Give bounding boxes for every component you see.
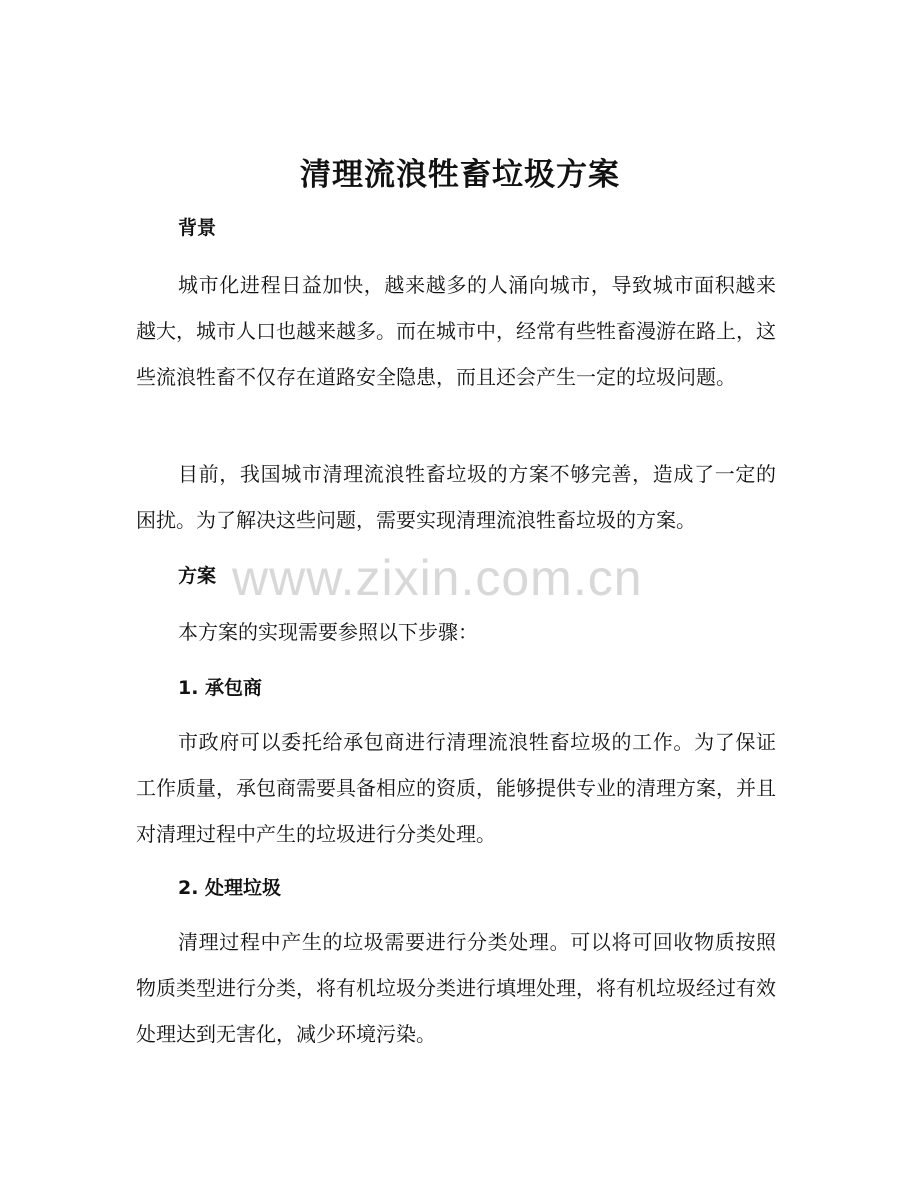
section-heading-plan: 方案 [178,565,217,587]
step-heading-2: 2. 处理垃圾 [178,877,282,899]
section-heading-background: 背景 [178,217,217,239]
step-paragraph-2: 清理过程中产生的垃圾需要进行分类处理。可以将可回收物质按照物质类型进行分类，将有机垃圾分类进行填埋处理，将有机垃圾经过有效处理达到无害化，减少环境污染。 [136,930,776,1046]
background-paragraph-1: 城市化进程日益加快，越来越多的人涌向城市，导致城市面积越来越大，城市人口也越来越多。而在城市中，经常有些牲畜漫游在路上，这些流浪牲畜不仅存在道路安全隐患，而且还会产生一定的垃圾问题。 [136,273,776,389]
plan-intro: 本方案的实现需要参照以下步骤： [178,620,478,644]
watermark-text: www.zixin.com.cn [232,550,643,606]
step-paragraph-1: 市政府可以委托给承包商进行清理流浪牲畜垃圾的工作。为了保证工作质量，承包商需要具备相应的资质，能够提供专业的清理方案，并且对清理过程中产生的垃圾进行分类处理。 [136,730,776,846]
document-title: 清理流浪牲畜垃圾方案 [300,157,620,193]
background-paragraph-2: 目前，我国城市清理流浪牲畜垃圾的方案不够完善，造成了一定的困扰。为了解决这些问题，需要实现清理流浪牲畜垃圾的方案。 [136,462,776,532]
step-heading-1: 1. 承包商 [178,677,263,699]
